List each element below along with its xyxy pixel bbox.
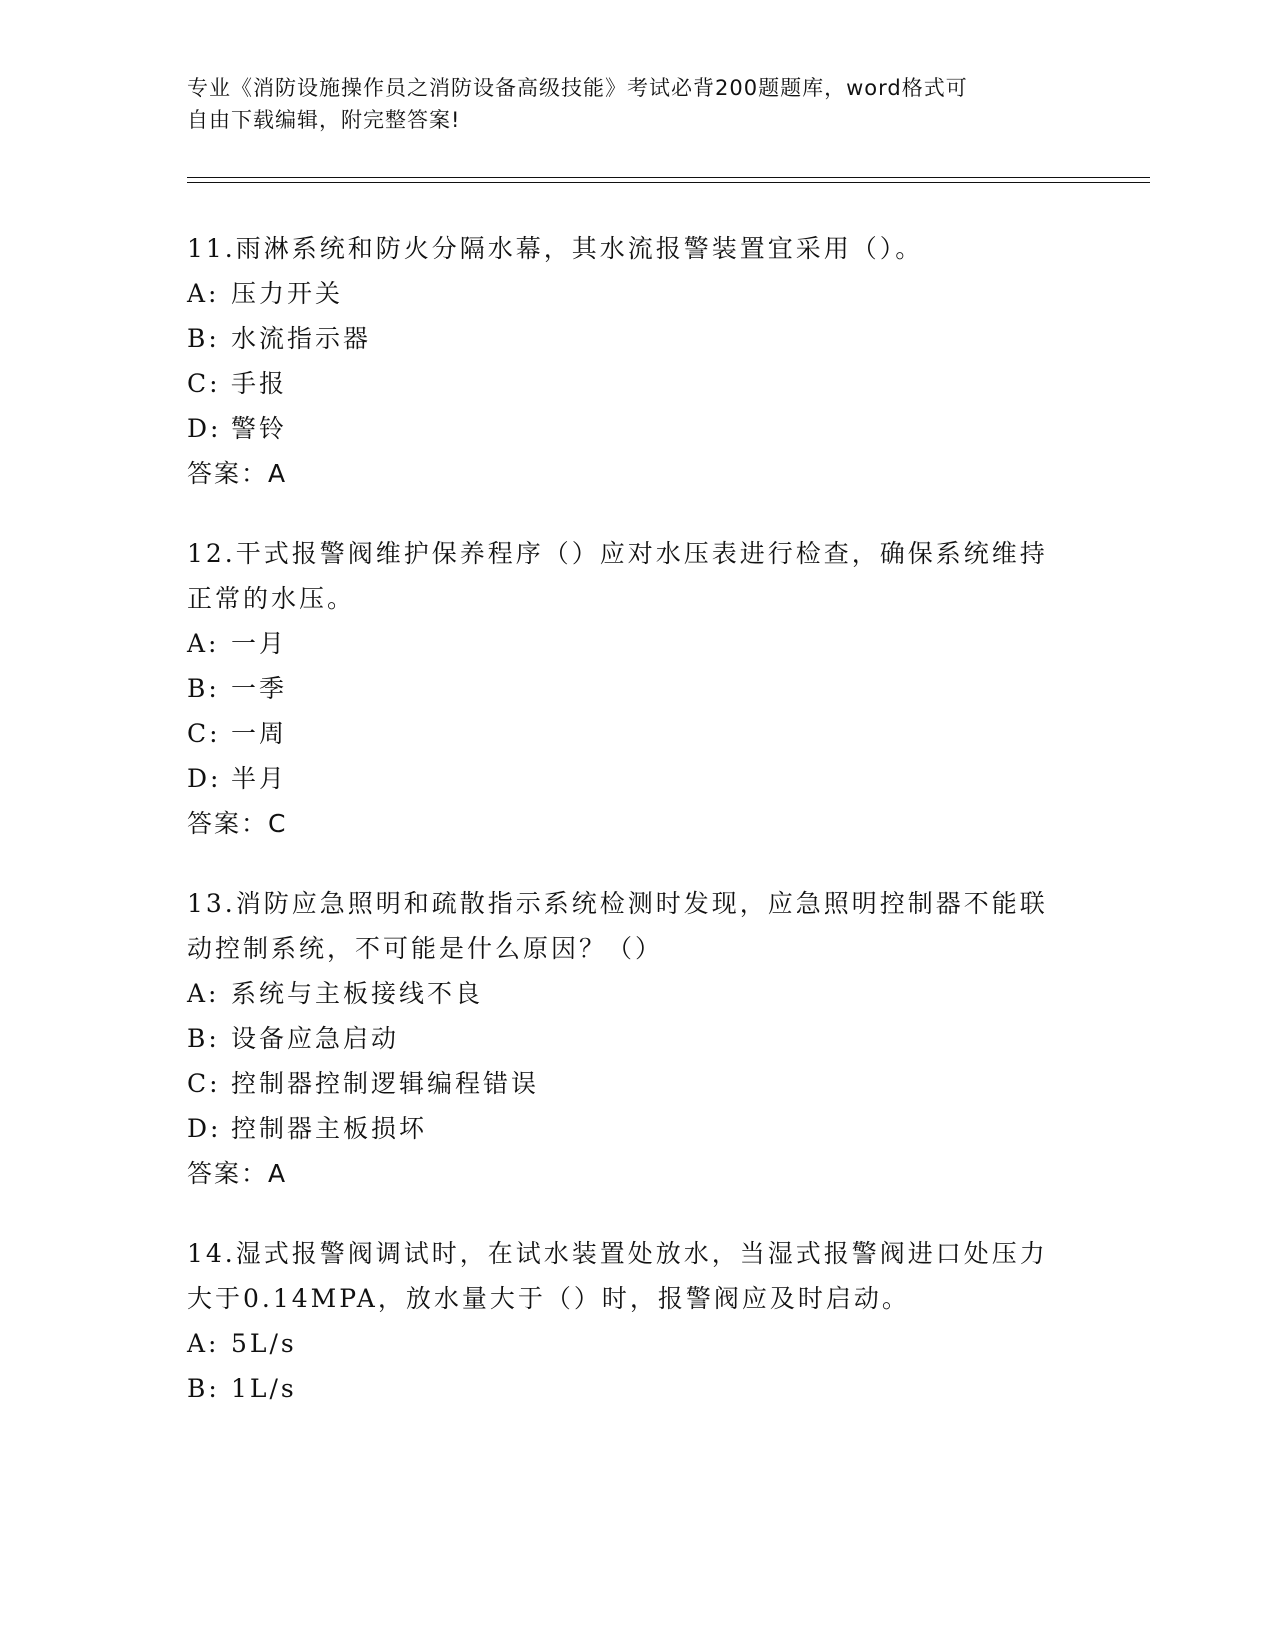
option-text: 5L/s bbox=[231, 1329, 297, 1358]
question-stem-line-2: 正常的水压。 bbox=[187, 584, 356, 613]
question-stem: 11.雨淋系统和防火分隔水幕，其水流报警装置宜采用（）。 bbox=[187, 234, 924, 263]
option-text: 手报 bbox=[231, 369, 288, 398]
option-text: 一周 bbox=[231, 719, 288, 748]
header-divider-bottom bbox=[187, 182, 1150, 183]
question-13 bbox=[187, 881, 1087, 1196]
option-text: 警铃 bbox=[231, 414, 288, 443]
header-divider-top bbox=[187, 177, 1150, 178]
option-letter: A: bbox=[187, 629, 220, 658]
option-d bbox=[187, 1106, 1087, 1151]
option-letter: B: bbox=[187, 324, 220, 353]
option-c bbox=[187, 361, 1087, 406]
option-letter: D: bbox=[187, 764, 222, 793]
option-text: 控制器主板损坏 bbox=[231, 1114, 428, 1143]
option-text: 半月 bbox=[231, 764, 288, 793]
option-text: 设备应急启动 bbox=[231, 1024, 400, 1053]
option-text: 一季 bbox=[231, 674, 288, 703]
option-text: 压力开关 bbox=[231, 279, 344, 308]
option-b bbox=[187, 316, 1087, 361]
option-text: 1L/s bbox=[231, 1374, 297, 1403]
option-letter: C: bbox=[187, 1069, 221, 1098]
option-letter: B: bbox=[187, 1024, 220, 1053]
question-12 bbox=[187, 531, 1087, 846]
option-b bbox=[187, 1016, 1087, 1061]
question-stem-line-1: 14.湿式报警阀调试时，在试水装置处放水，当湿式报警阀进口处压力 bbox=[187, 1239, 1048, 1268]
option-text: 系统与主板接线不良 bbox=[231, 979, 484, 1008]
option-letter: B: bbox=[187, 674, 220, 703]
option-a bbox=[187, 971, 1087, 1016]
document-header bbox=[187, 72, 1067, 136]
option-letter: D: bbox=[187, 1114, 222, 1143]
option-text: 水流指示器 bbox=[231, 324, 372, 353]
header-line-2: 自由下载编辑，附完整答案! bbox=[187, 108, 461, 132]
option-a bbox=[187, 271, 1087, 316]
option-letter: C: bbox=[187, 719, 221, 748]
question-stem-line-1: 12.干式报警阀维护保养程序（）应对水压表进行检查，确保系统维持 bbox=[187, 539, 1048, 568]
option-letter: C: bbox=[187, 369, 221, 398]
question-14 bbox=[187, 1231, 1087, 1411]
option-b bbox=[187, 666, 1087, 711]
option-d bbox=[187, 406, 1087, 451]
option-text: 控制器控制逻辑编程错误 bbox=[231, 1069, 540, 1098]
option-c bbox=[187, 711, 1087, 756]
option-c bbox=[187, 1061, 1087, 1106]
answer-label: 答案：A bbox=[187, 1159, 288, 1188]
option-letter: A: bbox=[187, 1329, 220, 1358]
option-text: 一月 bbox=[231, 629, 288, 658]
option-d bbox=[187, 756, 1087, 801]
answer-label: 答案：C bbox=[187, 809, 288, 838]
question-stem-line-1: 13.消防应急照明和疏散指示系统检测时发现，应急照明控制器不能联 bbox=[187, 889, 1048, 918]
question-stem-line-2: 动控制系统，不可能是什么原因？（） bbox=[187, 934, 664, 963]
option-letter: D: bbox=[187, 414, 222, 443]
question-stem-line-2: 大于0.14MPA，放水量大于（）时，报警阀应及时启动。 bbox=[187, 1284, 910, 1313]
question-11 bbox=[187, 226, 1087, 496]
option-a bbox=[187, 1321, 1087, 1366]
option-letter: B: bbox=[187, 1374, 220, 1403]
option-letter: A: bbox=[187, 979, 220, 1008]
option-a bbox=[187, 621, 1087, 666]
answer-label: 答案：A bbox=[187, 459, 288, 488]
header-line-1: 专业《消防设施操作员之消防设备高级技能》考试必背200题题库，word格式可 bbox=[187, 76, 968, 100]
option-b bbox=[187, 1366, 1087, 1411]
option-letter: A: bbox=[187, 279, 220, 308]
